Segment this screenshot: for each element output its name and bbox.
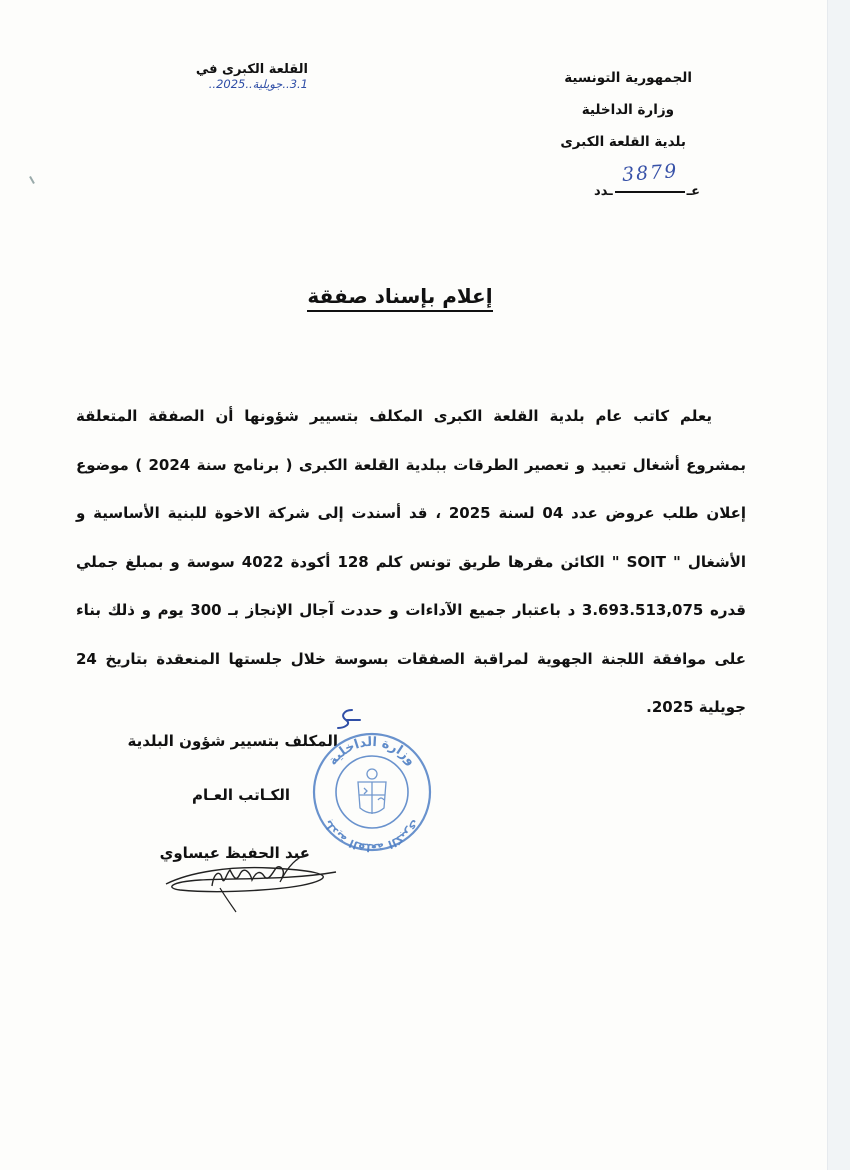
signer-name: عبد الحفيظ عيساوي xyxy=(159,844,310,862)
svg-text:بلدية القلعة الكبرى xyxy=(321,818,422,855)
issuer-municipality: بلدية القلعة الكبرى xyxy=(560,134,686,150)
handwritten-reference: 3879 xyxy=(620,160,679,186)
scan-mark xyxy=(29,176,35,184)
issuer-country: الجمهورية التونسية xyxy=(564,70,692,86)
signer-title: الكـاتب العـام xyxy=(192,786,290,804)
issuer-ministry: وزارة الداخلية xyxy=(581,102,674,118)
issuer-header xyxy=(472,62,692,158)
date-place: القلعة الكبرى في xyxy=(195,62,308,77)
scan-edge xyxy=(827,0,850,1170)
handwritten-signature xyxy=(160,852,340,916)
stamp-outer-text: وزارة الداخلية xyxy=(325,734,419,769)
date-fill: 3.1..جويلية..2025.. xyxy=(208,77,308,91)
signer-role: المكلف بتسيير شؤون البلدية xyxy=(127,732,338,750)
announcement-body: يعلم كاتب عام بلدية القلعة الكبرى المكلف بتسيير شؤونها أن الصفقة المتعلقة بمشروع أشغال تعبيد و تعصير الطرقات ببلدية القلعة الكبرى ( برنامج سنة 2024 ) موضوع إعلان طلب عروض عدد 04 لسنة 2025 ، قد أسندت إلى شركة الاخوة للبنية الأساسية و الأشغال " SOIT " الكائن مقرها طريق تونس كلم 128 أكودة 4022 سوسة و بمبلغ جملي قدره 3.693.513,075 د باعتبار جميع الآداءات و حددت آجال الإنجاز بـ 300 يوم و ذلك بناء على موافقة اللجنة الجهوية لمراقبة الصفقات بسوسة خلال جلستها المنعقدة بتاريخ 24 جويلية 2025. xyxy=(76,407,747,716)
document-title: إعلام بإسناد صفقة xyxy=(0,284,800,312)
date-line xyxy=(108,62,308,92)
reference-label: عــدد xyxy=(594,184,700,199)
svg-text:وزارة الداخلية xyxy=(325,735,418,768)
emblem-icon xyxy=(358,769,386,814)
reference-number xyxy=(580,160,700,202)
stamp-inner-text: بلدية القلعة الكبرى xyxy=(321,817,423,855)
official-stamp xyxy=(310,730,435,855)
